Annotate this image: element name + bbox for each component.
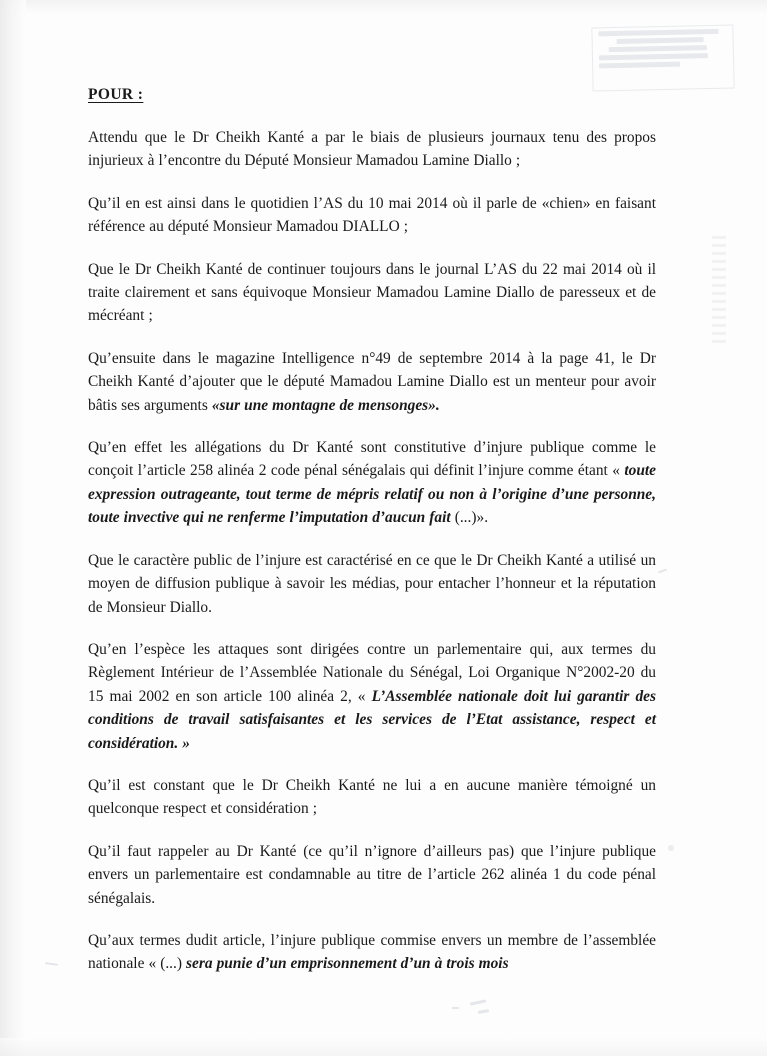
- stamp-line: [609, 45, 707, 52]
- paragraph-article-258: [88, 436, 656, 530]
- paragraph-tail-text: (...)».: [450, 509, 489, 527]
- paragraph-caractere-public: Que le caractère public de l’injure est caractérisé en ce que le Dr Cheikh Kanté a utilisé un moyen de diffusion publique à savoir les médias, pour entacher l’honneur et la réputation de Monsieur Diallo.: [88, 551, 656, 616]
- scan-edge-bottom: [0, 1038, 767, 1056]
- bleed-through-stamp: [591, 25, 734, 92]
- page-title: POUR :: [88, 86, 144, 103]
- paragraph-attendu: Attendu que le Dr Cheikh Kanté a par le biais de plusieurs journaux tenu des propos injurieux à l’encontre du Député Monsieur Mamadou Lamine Diallo ;: [88, 129, 656, 170]
- paragraph-lead-text: Qu’aux termes dudit article, l’injure publique commise envers un membre de l’assemblée nationale « (...): [88, 931, 656, 973]
- paragraph-aucune-maniere: Qu’il est constant que le Dr Cheikh Kanté ne lui a en aucune manière témoigné un quelconque respect et considération ;: [88, 776, 656, 818]
- paragraph-lead-text: Qu’en effet les allégations du Dr Kanté sont constitutive d’injure publique comme le conçoit l’article 258 alinéa 2 code pénal sénégalais qui définit l’injure comme étant «: [88, 439, 656, 480]
- paragraph-lead-text: Qu’ensuite dans le magazine Intelligence n°49 de septembre 2014 à la page 41, le Dr Cheikh Kanté d’ajouter que le député Mamadou Lamine Diallo est un menteur pour avoir bâtis ses arguments: [88, 349, 656, 414]
- scan-speck: [470, 999, 486, 1005]
- scan-speck: [478, 1009, 489, 1014]
- paragraph-magazine-intelligence: [88, 347, 656, 417]
- quoted-citation: «sur une montagne de mensonges».: [211, 396, 440, 414]
- paragraph-reglement-interieur: [88, 638, 656, 755]
- paragraph-quotidien-as-10mai: Qu’il en est ainsi dans le quotidien l’AS du 10 mai 2014 où il parle de «chien» en faisant référence au député Monsieur Mamadou DIALLO ;: [88, 194, 656, 236]
- scan-speck: [658, 569, 667, 574]
- paragraph-lead-text: Qu’en l’espèce les attaques sont dirigées contre un parlementaire qui, aux termes du Règlement Intérieur de l’Assemblée Nationale du Sénégal, Loi Organique N°2002-20 du 15 mai 2002 en son article 100 alinéa 2, «: [88, 640, 656, 705]
- side-bleed-mark: [712, 236, 726, 344]
- stamp-line: [599, 62, 680, 69]
- stamp-line: [599, 53, 708, 60]
- scan-speck: [452, 1007, 459, 1009]
- scan-edge-left: [0, 0, 26, 1056]
- stamp-line: [617, 37, 704, 44]
- quoted-citation: sera punie d’un emprisonnement d’un à trois mois: [186, 955, 509, 973]
- quoted-citation: toute expression outrageante, tout terme de mépris relatif ou non à l’origine d’une personne, toute invective qui ne renferme l’imputation d’aucun fait: [88, 462, 656, 527]
- paragraph-article-262: Qu’il faut rappeler au Dr Kanté (ce qu’il n’ignore d’ailleurs pas) que l’injure publique envers un parlementaire est condamnable au titre de l’article 262 alinéa 1 du code pénal sénégalais.: [88, 842, 656, 907]
- quoted-citation: L’Assemblée nationale doit lui garantir des conditions de travail satisfaisantes et les services de l’Etat assistance, respect et considération. »: [88, 687, 656, 752]
- stamp-line: [598, 29, 718, 37]
- paragraph-peine: [88, 929, 656, 976]
- document-body: [88, 86, 656, 976]
- scan-edge-top: [0, 0, 767, 14]
- scan-speck: [45, 962, 58, 966]
- scan-speck: [668, 845, 674, 851]
- paragraph-journal-as-22mai: Que le Dr Cheikh Kanté de continuer toujours dans le journal L’AS du 22 mai 2014 où il traite clairement et sans équivoque Monsieur Mamadou Lamine Diallo de paresseux et de mécréant ;: [88, 260, 656, 325]
